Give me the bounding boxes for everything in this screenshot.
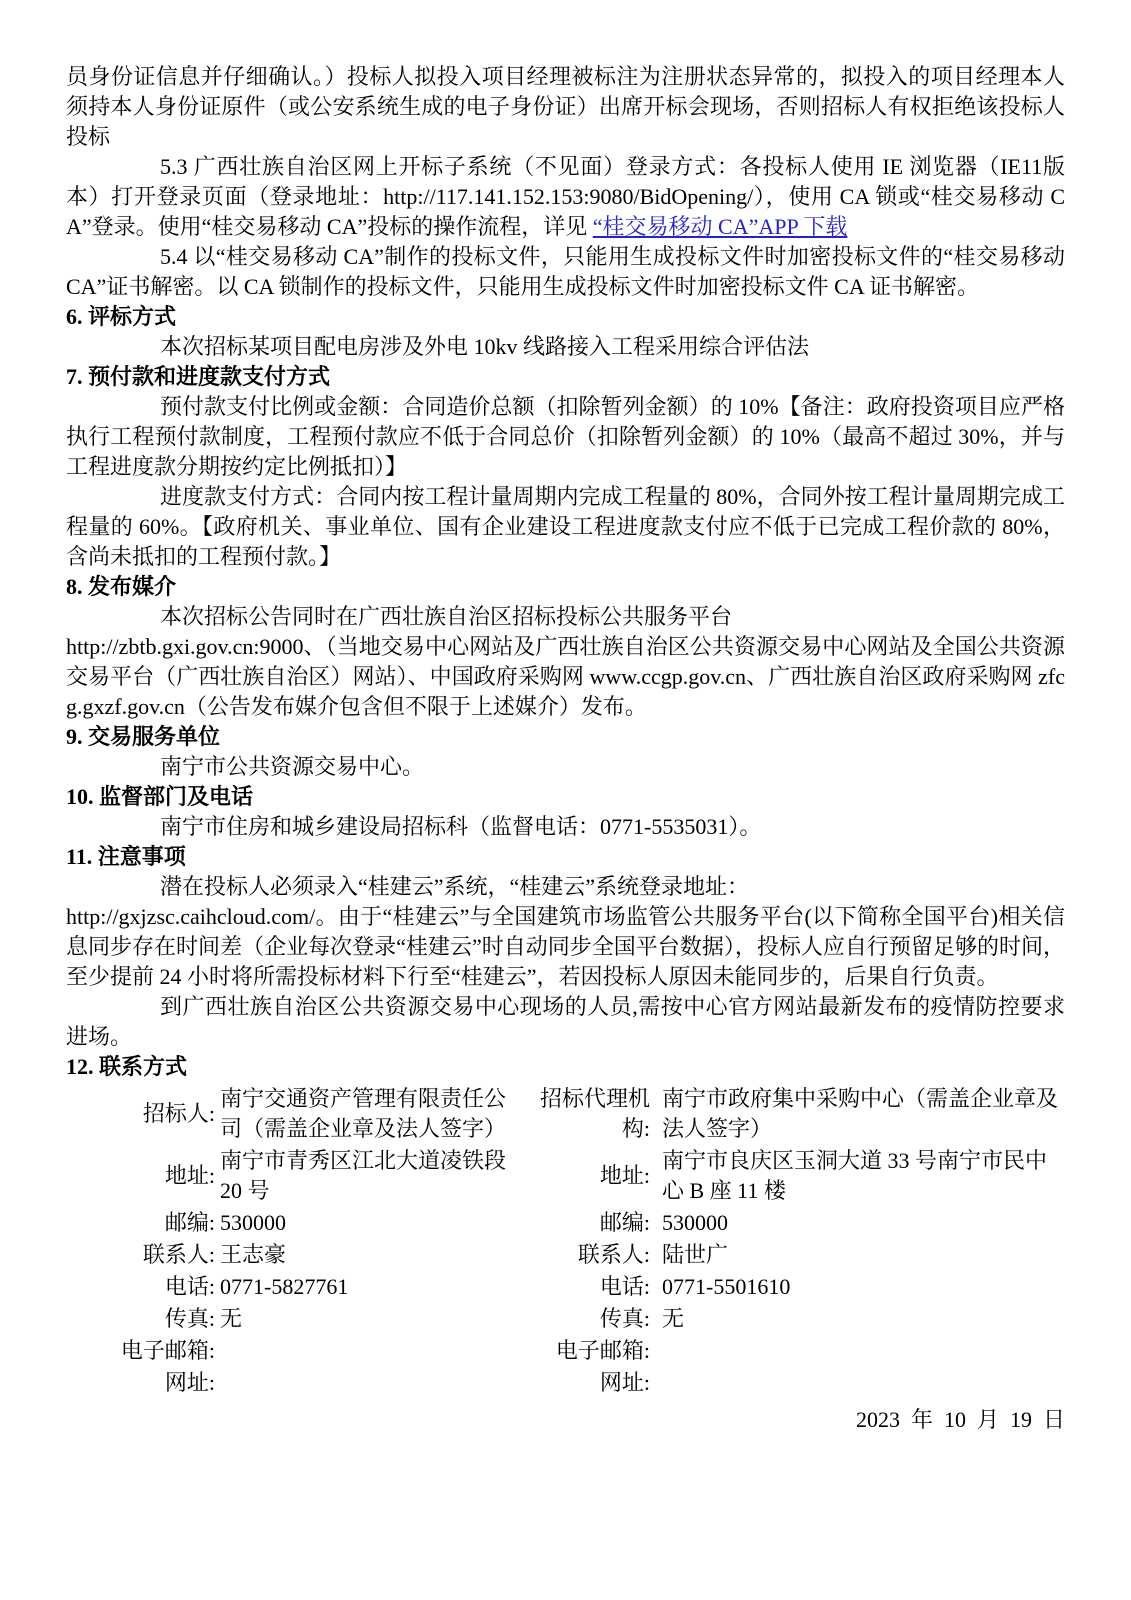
website-right-label: 网址:	[599, 1370, 650, 1395]
fax-left-label: 传真:	[164, 1306, 215, 1331]
website-left-label: 网址:	[164, 1370, 215, 1395]
website-left-value	[215, 1367, 521, 1399]
postcode-left-value: 530000	[220, 1210, 286, 1235]
clause-5-3-text: 5.3 广西壮族自治区网上开标子系统（不见面）登录方式：各投标人使用 IE 浏览器（IE11版本）打开登录页面（登录地址：http://117.141.152.153:9080/BidOpening/），使用 CA 锁或“桂交易移动 CA”登录。使用“桂交易移动 CA”投标的操作流程，详见	[66, 154, 1065, 239]
tenderer-value: 南宁交通资产管理有限责任公司（需盖企业章及法人签字）	[220, 1086, 507, 1141]
paragraph-evaluation-method: 本次招标某项目配电房涉及外电 10kv 线路接入工程采用综合评估法	[160, 334, 810, 359]
address-right-value: 南宁市良庆区玉洞大道 33 号南宁市民中心 B 座 11 楼	[662, 1148, 1048, 1203]
contact-table	[66, 1083, 1065, 1399]
contact-row-phone	[66, 1271, 1065, 1303]
contact-row-address	[66, 1145, 1065, 1207]
section-heading-8-publishing-media: 8. 发布媒介	[66, 574, 177, 599]
fax-right-value: 无	[662, 1306, 685, 1331]
paragraph-clause-5-4: 5.4 以“桂交易移动 CA”制作的投标文件，只能用生成投标文件时加密投标文件的“桂交易移动 CA”证书解密。以 CA 锁制作的投标文件，只能用生成投标文件时加密投标文件 CA 证书解密。	[66, 244, 1065, 299]
section-heading-12-contact-info: 12. 联系方式	[66, 1054, 188, 1079]
section-heading-6-evaluation-method: 6. 评标方式	[66, 304, 177, 329]
website-right-value	[650, 1367, 1065, 1399]
ca-app-download-link[interactable]: “桂交易移动 CA”APP 下载	[592, 214, 848, 239]
section-heading-11-notes: 11. 注意事项	[66, 844, 186, 869]
email-right-label: 电子邮箱:	[555, 1338, 650, 1363]
paragraph-advance-payment: 预付款支付比例或金额：合同造价总额（扣除暂列金额）的 10%【备注：政府投资项目应严格执行工程预付款制度，工程预付款应不低于合同总价（扣除暂列金额）的 10%（最高不超过 30%，并与工程进度款分期按约定比例抵扣）】	[66, 394, 1065, 479]
contact-person-left-label: 联系人:	[142, 1242, 215, 1267]
contact-person-right-value: 陆世广	[662, 1242, 729, 1267]
tenderer-label: 招标人:	[142, 1101, 215, 1126]
phone-left-label: 电话:	[164, 1274, 215, 1299]
contact-row-party	[66, 1083, 1065, 1145]
section-heading-7-payment-method: 7. 预付款和进度款支付方式	[66, 364, 331, 389]
phone-right-label: 电话:	[599, 1274, 650, 1299]
paragraph-clause-5-3	[66, 152, 1065, 242]
contact-person-right-label: 联系人:	[577, 1242, 650, 1267]
contact-row-website	[66, 1367, 1065, 1399]
paragraph-notes-detail: http://gxjzsc.caihcloud.com/。由于“桂建云”与全国建筑市场监管公共服务平台(以下简称全国平台)相关信息同步存在时间差（企业每次登录“桂建云”时自动同步全国平台数据），投标人应自行预留足够的时间，至少提前 24 小时将所需投标材料下行至“桂建云”，若因投标人原因未能同步的，后果自行负责。	[66, 904, 1065, 989]
fax-left-value: 无	[220, 1306, 243, 1331]
contact-row-person	[66, 1239, 1065, 1271]
agency-value: 南宁市政府集中采购中心（需盖企业章及法人签字）	[662, 1086, 1059, 1141]
paragraph-publishing-media-lead: 本次招标公告同时在广西壮族自治区招标投标公共服务平台	[160, 604, 733, 629]
document-content	[66, 62, 1065, 1435]
fax-right-label: 传真:	[599, 1306, 650, 1331]
document-date: 2023 年 10 月 19 日	[855, 1407, 1065, 1432]
postcode-left-label: 邮编:	[164, 1210, 215, 1235]
address-right-label: 地址:	[599, 1163, 650, 1188]
paragraph-progress-payment: 进度款支付方式：合同内按工程计量周期内完成工程量的 80%，合同外按工程计量周期完成工程量的 60%。【政府机关、事业单位、国有企业建设工程进度款支付应不低于已完成工程价款的 80%，含尚未抵扣的工程预付款。】	[66, 484, 1065, 569]
section-heading-9-trading-service-unit: 9. 交易服务单位	[66, 724, 221, 749]
email-right-value	[650, 1335, 1065, 1367]
contact-row-fax	[66, 1303, 1065, 1335]
email-left-label: 电子邮箱:	[120, 1338, 215, 1363]
address-left-label: 地址:	[164, 1163, 215, 1188]
postcode-right-label: 邮编:	[599, 1210, 650, 1235]
paragraph-trading-service-unit: 南宁市公共资源交易中心。	[160, 754, 425, 779]
postcode-right-value: 530000	[662, 1210, 728, 1235]
address-left-value: 南宁市青秀区江北大道凌铁段 20 号	[220, 1148, 507, 1203]
paragraph-notes-lead: 潜在投标人必须录入“桂建云”系统，“桂建云”系统登录地址：	[160, 874, 750, 899]
phone-right-value: 0771-5501610	[662, 1274, 791, 1299]
contact-person-left-value: 王志豪	[220, 1242, 287, 1267]
paragraph-notes-site-entry: 到广西壮族自治区公共资源交易中心现场的人员,需按中心官方网站最新发布的疫情防控要求进场。	[66, 994, 1065, 1049]
contact-row-postcode	[66, 1207, 1065, 1239]
paragraph-publishing-media-urls: http://zbtb.gxi.gov.cn:9000、（当地交易中心网站及广西壮族自治区公共资源交易中心网站及全国公共资源交易平台（广西壮族自治区）网站）、中国政府采购网 www.ccgp.gov.cn、广西壮族自治区政府采购网 zfcg.gxzf.gov.cn（公告发布媒介包含但不限于上述媒介）发布。	[66, 634, 1065, 719]
email-left-value	[215, 1335, 521, 1367]
contact-row-email	[66, 1335, 1065, 1367]
phone-left-value: 0771-5827761	[220, 1274, 349, 1299]
paragraph-intro-continuation: 员身份证信息并仔细确认。）投标人拟投入项目经理被标注为注册状态异常的，拟投入的项目经理本人须持本人身份证原件（或公安系统生成的电子身份证）出席开标会现场，否则招标人有权拒绝该投标人投标	[66, 64, 1065, 149]
agency-label: 招标代理机构:	[539, 1086, 650, 1141]
paragraph-supervision-department: 南宁市住房和城乡建设局招标科（监督电话：0771-5535031）。	[160, 814, 762, 839]
section-heading-10-supervision-department: 10. 监督部门及电话	[66, 784, 254, 809]
